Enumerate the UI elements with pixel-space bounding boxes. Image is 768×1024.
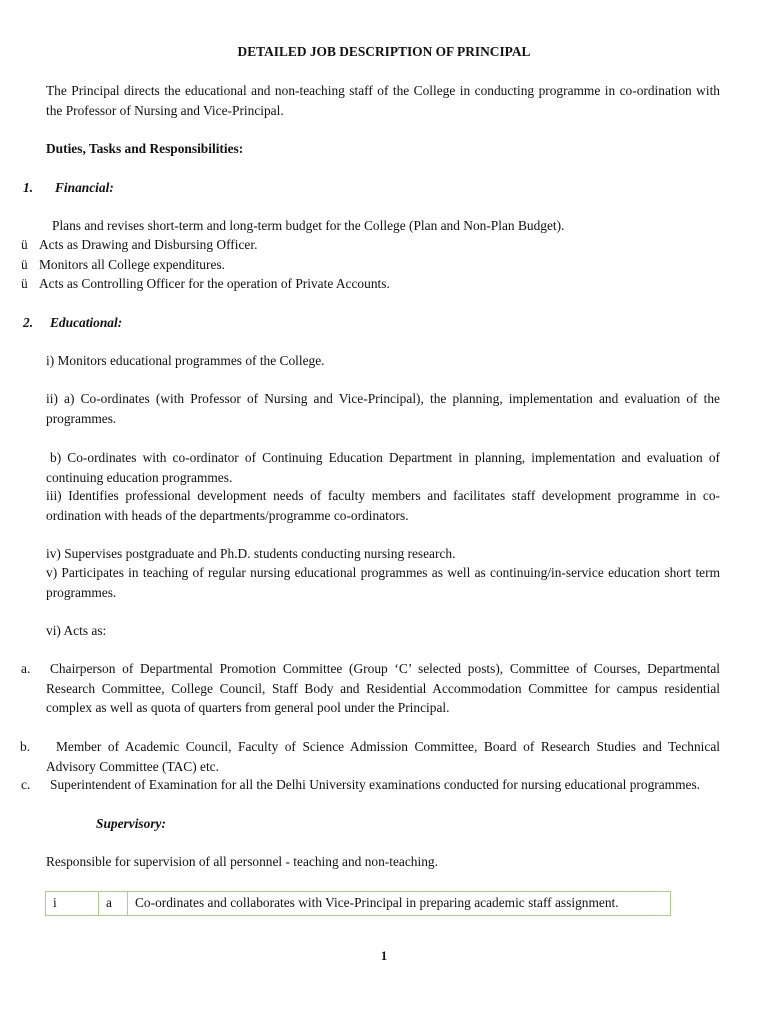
bullet-glyph: ü (21, 237, 28, 252)
list-item-letter: a. (21, 661, 31, 676)
educational-item-ii-a: ii) a) Co-ordinates (with Professor of Nursing and Vice-Principal), the planning, implementation and evaluation of the programmes. (46, 391, 720, 426)
page-title: DETAILED JOB DESCRIPTION OF PRINCIPAL (237, 44, 531, 59)
educational-number: 2. (23, 315, 34, 330)
financial-heading: Financial: (55, 180, 114, 195)
bullet-glyph: ü (21, 257, 28, 272)
list-item: Superintendent of Examination for all the Delhi University examinations conducted for nursing educational programmes. (50, 777, 701, 792)
financial-lead: Plans and revises short-term and long-term budget for the College (Plan and Non-Plan Budget). (52, 218, 565, 233)
table-row (46, 892, 671, 916)
supervisory-text: Responsible for supervision of all personnel - teaching and non-teaching. (46, 854, 438, 869)
educational-item-iv: iv) Supervises postgraduate and Ph.D. students conducting nursing research. (46, 546, 456, 561)
table-cell: i (46, 892, 99, 916)
educational-item-iii: iii) Identifies professional development needs of faculty members and facilitates staff development programme in co-ordination with heads of the departments/programme co-ordinators. (46, 488, 720, 523)
bullet-glyph: ü (21, 276, 28, 291)
list-item: Member of Academic Council, Faculty of Science Admission Committee, Board of Research Studies and Technical Advisory Committee (TAC) etc. (46, 739, 720, 774)
intro-paragraph: The Principal directs the educational and non-teaching staff of the College in conducting programme in co-ordination with the Professor of Nursing and Vice-Principal. (46, 83, 720, 118)
list-item-letter: c. (21, 777, 31, 792)
financial-number: 1. (23, 180, 34, 195)
list-item-letter: b. (20, 739, 31, 754)
educational-item-i: i) Monitors educational programmes of the College. (46, 353, 325, 368)
financial-bullet: Acts as Controlling Officer for the operation of Private Accounts. (39, 276, 390, 291)
educational-item-ii-b: b) Co-ordinates with co-ordinator of Continuing Education Department in planning, implementation and evaluation of continuing education programmes. (46, 450, 720, 485)
educational-item-v: v) Participates in teaching of regular nursing educational programmes as well as continuing/in-service education short term programmes. (46, 565, 720, 600)
duties-heading: Duties, Tasks and Responsibilities: (46, 141, 244, 156)
list-item: Chairperson of Departmental Promotion Committee (Group ‘C’ selected posts), Committee of Courses, Departmental Research Committee, College Council, Staff Body and Residential Accommodation Committee for campus residential complex as well as quota of quarters from general pool under the Principal. (46, 661, 720, 715)
table-cell: a (99, 892, 128, 916)
page-number: 1 (380, 949, 388, 963)
educational-heading: Educational: (50, 315, 123, 330)
table-cell: Co-ordinates and collaborates with Vice-Principal in preparing academic staff assignment. (128, 892, 671, 916)
educational-item-vi: vi) Acts as: (46, 623, 107, 638)
supervisory-heading: Supervisory: (96, 816, 166, 831)
supervisory-table (45, 891, 671, 916)
financial-bullet: Acts as Drawing and Disbursing Officer. (39, 237, 258, 252)
financial-bullet: Monitors all College expenditures. (39, 257, 225, 272)
